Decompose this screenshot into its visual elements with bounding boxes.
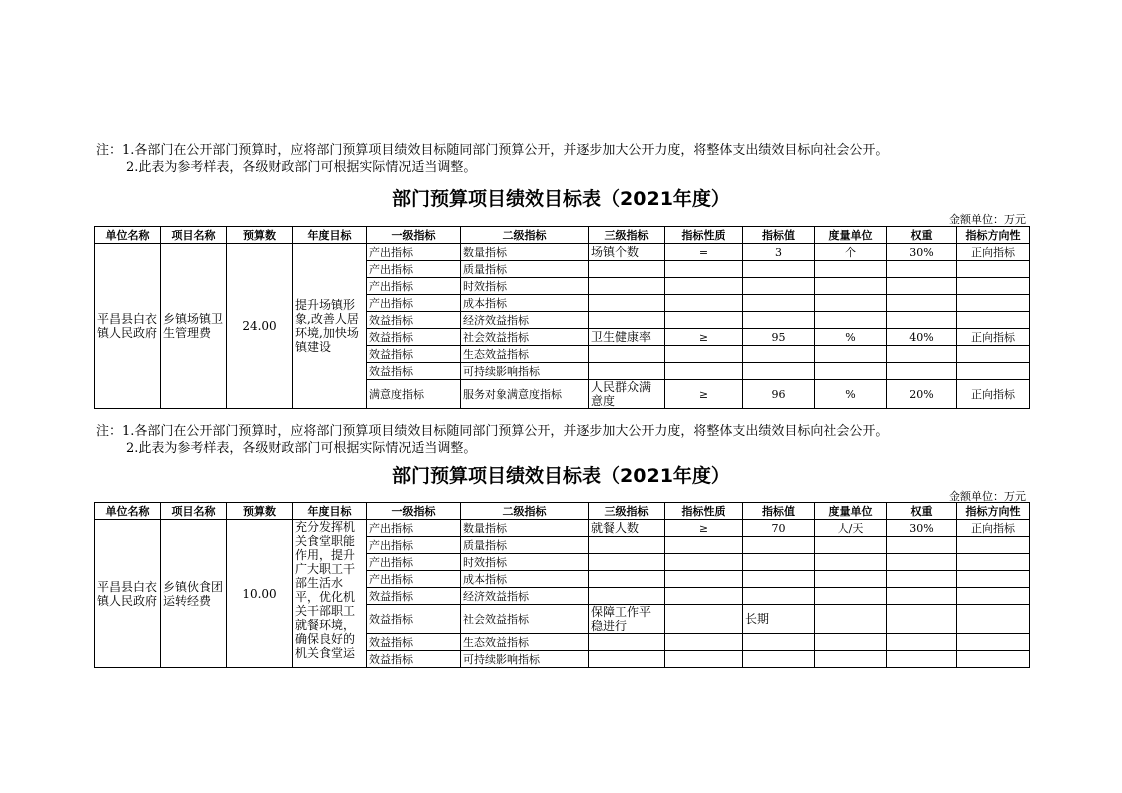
project-name-cell: 乡镇场镇卫生管理费 bbox=[161, 244, 227, 409]
measure-unit-cell bbox=[815, 588, 887, 605]
weight-cell bbox=[887, 605, 957, 634]
direction-cell: 正向指标 bbox=[957, 380, 1030, 409]
header-cell: 指标值 bbox=[743, 227, 815, 244]
level-1-cell: 效益指标 bbox=[367, 634, 461, 651]
level-2-cell: 可持续影响指标 bbox=[461, 363, 589, 380]
weight-cell bbox=[887, 651, 957, 668]
header-cell: 单位名称 bbox=[95, 503, 161, 520]
level-1-cell: 产出指标 bbox=[367, 571, 461, 588]
level-2-cell: 时效指标 bbox=[461, 278, 589, 295]
level-2-cell: 经济效益指标 bbox=[461, 312, 589, 329]
table-1-unit: 金额单位：万元 bbox=[949, 213, 1026, 226]
direction-cell bbox=[957, 634, 1030, 651]
header-cell: 三级指标 bbox=[589, 227, 665, 244]
header-cell: 权重 bbox=[887, 227, 957, 244]
table-1-title: 部门预算项目绩效目标表（2021年度） bbox=[392, 188, 730, 210]
level-2-cell: 社会效益指标 bbox=[461, 329, 589, 346]
level-2-cell: 质量指标 bbox=[461, 261, 589, 278]
value-cell: 长期 bbox=[743, 605, 815, 634]
level-3-cell bbox=[589, 537, 665, 554]
level-2-cell: 经济效益指标 bbox=[461, 588, 589, 605]
level-3-cell: 保障工作平稳进行 bbox=[589, 605, 665, 634]
value-cell: 3 bbox=[743, 244, 815, 261]
level-3-cell bbox=[589, 571, 665, 588]
level-1-cell: 效益指标 bbox=[367, 346, 461, 363]
direction-cell bbox=[957, 651, 1030, 668]
level-3-cell bbox=[589, 554, 665, 571]
budget-cell: 10.00 bbox=[227, 520, 293, 668]
measure-unit-cell bbox=[815, 651, 887, 668]
direction-cell bbox=[957, 588, 1030, 605]
value-cell bbox=[743, 554, 815, 571]
level-1-cell: 产出指标 bbox=[367, 261, 461, 278]
nature-cell bbox=[665, 605, 743, 634]
value-cell: 96 bbox=[743, 380, 815, 409]
measure-unit-cell bbox=[815, 537, 887, 554]
header-cell: 指标方向性 bbox=[957, 227, 1030, 244]
nature-cell bbox=[665, 363, 743, 380]
weight-cell bbox=[887, 312, 957, 329]
nature-cell bbox=[665, 312, 743, 329]
table-2-clip bbox=[0, 502, 1122, 679]
level-3-cell: 场镇个数 bbox=[589, 244, 665, 261]
nature-cell: ≥ bbox=[665, 380, 743, 409]
direction-cell bbox=[957, 537, 1030, 554]
level-3-cell bbox=[589, 278, 665, 295]
value-cell bbox=[743, 346, 815, 363]
direction-cell: 正向指标 bbox=[957, 520, 1030, 537]
weight-cell bbox=[887, 363, 957, 380]
value-cell bbox=[743, 312, 815, 329]
header-cell: 项目名称 bbox=[161, 503, 227, 520]
value-cell bbox=[743, 537, 815, 554]
table-row bbox=[95, 244, 1030, 261]
weight-cell bbox=[887, 554, 957, 571]
nature-cell bbox=[665, 571, 743, 588]
level-3-cell: 人民群众满意度 bbox=[589, 380, 665, 409]
header-cell: 度量单位 bbox=[815, 503, 887, 520]
table-row bbox=[95, 520, 1030, 537]
direction-cell bbox=[957, 554, 1030, 571]
nature-cell bbox=[665, 537, 743, 554]
header-cell: 指标方向性 bbox=[957, 503, 1030, 520]
level-3-cell bbox=[589, 295, 665, 312]
weight-cell bbox=[887, 278, 957, 295]
measure-unit-cell bbox=[815, 346, 887, 363]
level-3-cell bbox=[589, 346, 665, 363]
note-line-1-repeat: 注：1.各部门在公开部门预算时，应将部门预算项目绩效目标随同部门预算公开，并逐步加大公开力度，将整体支出绩效目标向社会公开。 bbox=[96, 424, 889, 439]
measure-unit-cell: 个 bbox=[815, 244, 887, 261]
level-2-cell: 服务对象满意度指标 bbox=[461, 380, 589, 409]
measure-unit-cell: % bbox=[815, 380, 887, 409]
value-cell: 70 bbox=[743, 520, 815, 537]
level-1-cell: 产出指标 bbox=[367, 244, 461, 261]
table-2-title: 部门预算项目绩效目标表（2021年度） bbox=[392, 465, 730, 487]
table-2 bbox=[94, 502, 1030, 668]
level-2-cell: 可持续影响指标 bbox=[461, 651, 589, 668]
measure-unit-cell bbox=[815, 261, 887, 278]
table-1 bbox=[94, 226, 1030, 409]
header-cell: 年度目标 bbox=[293, 227, 367, 244]
project-name-cell: 乡镇伙食团运转经费 bbox=[161, 520, 227, 668]
direction-cell bbox=[957, 363, 1030, 380]
header-cell: 预算数 bbox=[227, 227, 293, 244]
direction-cell bbox=[957, 278, 1030, 295]
direction-cell bbox=[957, 571, 1030, 588]
level-3-cell bbox=[589, 312, 665, 329]
header-cell: 二级指标 bbox=[461, 227, 589, 244]
header-cell: 年度目标 bbox=[293, 503, 367, 520]
table-1-header-row bbox=[95, 227, 1030, 244]
weight-cell bbox=[887, 261, 957, 278]
note-line-2: 2.此表为参考样表，各级财政部门可根据实际情况适当调整。 bbox=[126, 160, 477, 175]
level-1-cell: 效益指标 bbox=[367, 363, 461, 380]
measure-unit-cell bbox=[815, 312, 887, 329]
level-1-cell: 产出指标 bbox=[367, 537, 461, 554]
header-cell: 三级指标 bbox=[589, 503, 665, 520]
nature-cell bbox=[665, 346, 743, 363]
annual-goal-cell: 提升场镇形象,改善人居环境,加快场镇建设 bbox=[293, 244, 367, 409]
measure-unit-cell bbox=[815, 571, 887, 588]
weight-cell: 30% bbox=[887, 520, 957, 537]
header-cell: 指标值 bbox=[743, 503, 815, 520]
header-cell: 二级指标 bbox=[461, 503, 589, 520]
level-3-cell bbox=[589, 651, 665, 668]
measure-unit-cell bbox=[815, 278, 887, 295]
measure-unit-cell bbox=[815, 634, 887, 651]
level-2-cell: 数量指标 bbox=[461, 244, 589, 261]
level-3-cell bbox=[589, 261, 665, 278]
level-2-cell: 成本指标 bbox=[461, 571, 589, 588]
table-2-header-row bbox=[95, 503, 1030, 520]
level-3-cell: 卫生健康率 bbox=[589, 329, 665, 346]
measure-unit-cell: % bbox=[815, 329, 887, 346]
nature-cell bbox=[665, 588, 743, 605]
nature-cell bbox=[665, 261, 743, 278]
nature-cell bbox=[665, 634, 743, 651]
nature-cell bbox=[665, 295, 743, 312]
nature-cell: ≥ bbox=[665, 520, 743, 537]
direction-cell bbox=[957, 295, 1030, 312]
value-cell: 95 bbox=[743, 329, 815, 346]
measure-unit-cell: 人/天 bbox=[815, 520, 887, 537]
header-cell: 度量单位 bbox=[815, 227, 887, 244]
header-cell: 单位名称 bbox=[95, 227, 161, 244]
nature-cell bbox=[665, 651, 743, 668]
header-cell: 指标性质 bbox=[665, 227, 743, 244]
weight-cell: 30% bbox=[887, 244, 957, 261]
level-1-cell: 效益指标 bbox=[367, 605, 461, 634]
direction-cell: 正向指标 bbox=[957, 329, 1030, 346]
annual-goal-cell: 充分发挥机关食堂职能作用，提升广大职工干部生活水平，优化机关干部职工就餐环境，确保良好的机关食堂运 bbox=[293, 520, 367, 668]
direction-cell bbox=[957, 261, 1030, 278]
level-1-cell: 产出指标 bbox=[367, 278, 461, 295]
level-3-cell bbox=[589, 634, 665, 651]
level-3-cell: 就餐人数 bbox=[589, 520, 665, 537]
measure-unit-cell bbox=[815, 554, 887, 571]
nature-cell: = bbox=[665, 244, 743, 261]
level-1-cell: 效益指标 bbox=[367, 329, 461, 346]
note-line-2-repeat: 2.此表为参考样表，各级财政部门可根据实际情况适当调整。 bbox=[126, 441, 477, 456]
level-3-cell bbox=[589, 588, 665, 605]
measure-unit-cell bbox=[815, 295, 887, 312]
weight-cell bbox=[887, 634, 957, 651]
direction-cell: 正向指标 bbox=[957, 244, 1030, 261]
weight-cell bbox=[887, 588, 957, 605]
value-cell bbox=[743, 588, 815, 605]
header-cell: 项目名称 bbox=[161, 227, 227, 244]
nature-cell: ≥ bbox=[665, 329, 743, 346]
header-cell: 一级指标 bbox=[367, 227, 461, 244]
value-cell bbox=[743, 634, 815, 651]
level-2-cell: 质量指标 bbox=[461, 537, 589, 554]
measure-unit-cell bbox=[815, 363, 887, 380]
weight-cell: 40% bbox=[887, 329, 957, 346]
unit-name-cell: 平昌县白衣镇人民政府 bbox=[95, 520, 161, 668]
level-2-cell: 数量指标 bbox=[461, 520, 589, 537]
header-cell: 预算数 bbox=[227, 503, 293, 520]
level-1-cell: 产出指标 bbox=[367, 520, 461, 537]
header-cell: 权重 bbox=[887, 503, 957, 520]
value-cell bbox=[743, 278, 815, 295]
header-cell: 一级指标 bbox=[367, 503, 461, 520]
weight-cell bbox=[887, 346, 957, 363]
value-cell bbox=[743, 571, 815, 588]
nature-cell bbox=[665, 554, 743, 571]
level-2-cell: 成本指标 bbox=[461, 295, 589, 312]
level-2-cell: 时效指标 bbox=[461, 554, 589, 571]
level-1-cell: 效益指标 bbox=[367, 588, 461, 605]
budget-cell: 24.00 bbox=[227, 244, 293, 409]
level-1-cell: 产出指标 bbox=[367, 295, 461, 312]
weight-cell bbox=[887, 537, 957, 554]
note-line-1: 注：1.各部门在公开部门预算时，应将部门预算项目绩效目标随同部门预算公开，并逐步加大公开力度，将整体支出绩效目标向社会公开。 bbox=[96, 143, 889, 158]
direction-cell bbox=[957, 312, 1030, 329]
value-cell bbox=[743, 651, 815, 668]
weight-cell: 20% bbox=[887, 380, 957, 409]
level-2-cell: 社会效益指标 bbox=[461, 605, 589, 634]
level-2-cell: 生态效益指标 bbox=[461, 634, 589, 651]
value-cell bbox=[743, 363, 815, 380]
measure-unit-cell bbox=[815, 605, 887, 634]
value-cell bbox=[743, 261, 815, 278]
value-cell bbox=[743, 295, 815, 312]
level-1-cell: 效益指标 bbox=[367, 312, 461, 329]
level-3-cell bbox=[589, 363, 665, 380]
level-1-cell: 产出指标 bbox=[367, 554, 461, 571]
level-1-cell: 满意度指标 bbox=[367, 380, 461, 409]
direction-cell bbox=[957, 605, 1030, 634]
direction-cell bbox=[957, 346, 1030, 363]
unit-name-cell: 平昌县白衣镇人民政府 bbox=[95, 244, 161, 409]
level-1-cell: 效益指标 bbox=[367, 651, 461, 668]
weight-cell bbox=[887, 571, 957, 588]
header-cell: 指标性质 bbox=[665, 503, 743, 520]
table-2-unit: 金额单位：万元 bbox=[949, 490, 1026, 503]
level-2-cell: 生态效益指标 bbox=[461, 346, 589, 363]
nature-cell bbox=[665, 278, 743, 295]
weight-cell bbox=[887, 295, 957, 312]
